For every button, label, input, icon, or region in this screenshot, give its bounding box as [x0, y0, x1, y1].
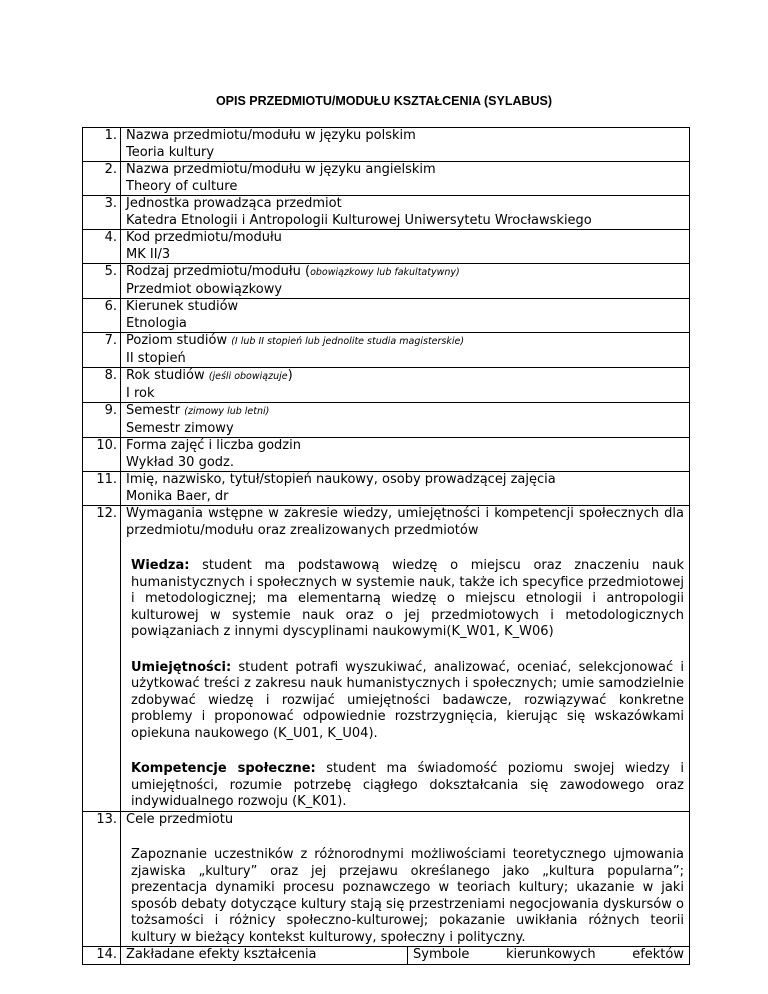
row-number: 13.: [83, 811, 121, 947]
cele-text: Zapoznanie uczestników z różnorodnymi możliwościami teoretycznego ujmowania zjawiska „kultury” oraz jej przejawu określanego jako „kultura popularna”; prezentacja dynamiki procesu poznawczego w teoriach kultury; ukazanie w jaki sposób debaty dotyczące kultury stają się przestrzeniami negocjowania dyskursów o tożsamości i różnicy społeczno-kulturowej; pokazanie uwikłania różnych teorii kultury w bieżący kontekst kulturowy, społeczny i polityczny.: [131, 847, 684, 945]
row-label: [126, 472, 684, 489]
umiejetnosci-paragraph: [126, 660, 684, 743]
row-label-text: Rodzaj przedmiotu/modułu (: [126, 264, 311, 279]
row-label-text: Nazwa przedmiotu/modułu w języku angielskim: [126, 162, 436, 177]
row-label-note: (zimowy lub letni): [184, 406, 270, 417]
row-value: Teoria kultury: [126, 144, 215, 160]
table-row: [83, 368, 690, 403]
row-number: 7.: [83, 333, 121, 368]
row-value: MK II/3: [126, 246, 171, 262]
row-value: Theory of culture: [126, 178, 238, 194]
row-label-note: obowiązkowy lub fakultatywny): [310, 267, 460, 278]
kompetencje-text: student ma świadomość poziomu swojej wiedzy i umiejętności, rozumie potrzebę ciągłego dokształcania się zawodowego oraz indywidualnego rozwoju (K_K01).: [131, 761, 684, 809]
row-label-text: Imię, nazwisko, tytuł/stopień naukowy, osoby prowadzącej zajęcia: [126, 472, 556, 487]
kompetencje-heading: Kompetencje społeczne:: [131, 761, 316, 776]
row-value: Monika Baer, dr: [126, 488, 229, 504]
row-number: 14.: [83, 947, 121, 965]
table-row: [83, 811, 690, 947]
row-number: 10.: [83, 438, 121, 472]
row-number: 3.: [83, 196, 121, 230]
row-label: [126, 403, 684, 421]
table-row: [83, 299, 690, 333]
table-row: [83, 162, 690, 196]
row-label-text: Rok studiów: [126, 368, 209, 383]
row-label-note: (jeśli obowiązuje: [208, 371, 288, 382]
row-label-text: Jednostka prowadząca przedmiot: [126, 196, 342, 211]
row-label-text: Forma zajęć i liczba godzin: [126, 438, 301, 453]
table-row: [83, 196, 690, 230]
table-row: [83, 506, 690, 812]
row-number: 4.: [83, 230, 121, 264]
table-row: [83, 128, 690, 162]
row-number: 2.: [83, 162, 121, 196]
table-row: [83, 472, 690, 506]
row-label-text: Nazwa przedmiotu/modułu w języku polskim: [126, 128, 416, 143]
row-label: [126, 196, 684, 213]
row-label: Zakładane efekty kształcenia: [121, 947, 408, 964]
row-label-end: ): [287, 368, 293, 383]
row-label: [126, 162, 684, 179]
row-label: [126, 333, 684, 351]
wiedza-text: student ma podstawową wiedzę o miejscu oraz znaczeniu nauk humanistycznych i społecznych w systemie nauk, także ich specyfice przedmiotowej i metodologicznej; ma elementarną wiedzę o miejscu etnologii i antropologii kulturowej w systemie nauk oraz o jej przedmiotowych i metodologicznych powiązaniach z innymi dyscyplinami naukowymi(K_W01, K_W06): [131, 558, 684, 639]
row-label-text: Semestr: [126, 403, 185, 418]
row-value: Semestr zimowy: [126, 420, 234, 436]
document-title: OPIS PRZEDMIOTU/MODUŁU KSZTAŁCENIA (SYLABUS): [215, 94, 553, 108]
row-value: Przedmiot obowiązkowy: [126, 281, 283, 297]
wiedza-heading: Wiedza:: [131, 558, 190, 573]
wiedza-paragraph: [126, 558, 684, 641]
kompetencje-paragraph: [126, 761, 684, 811]
umiejetnosci-heading: Umiejętności:: [131, 659, 232, 675]
row-value: I rok: [126, 385, 155, 401]
row-number: 9.: [83, 403, 121, 438]
row-number: 5.: [83, 264, 121, 299]
row-label: [126, 368, 684, 386]
row-label-note: (I lub II stopień lub jednolite studia magisterskie): [231, 336, 465, 347]
row-label: Cele przedmiotu: [126, 811, 234, 827]
table-row: [83, 230, 690, 264]
table-row: [83, 947, 690, 965]
row-value: Wykład 30 godz.: [126, 454, 234, 470]
row-number: 11.: [83, 472, 121, 506]
syllabus-table: [82, 127, 690, 965]
row-label-text: Kierunek studiów: [126, 299, 239, 314]
symbols-header: Symbole kierunkowych efektów: [413, 947, 684, 962]
row-label: [126, 264, 684, 282]
row-number: 1.: [83, 128, 121, 162]
row-label: [126, 128, 684, 145]
table-row: [83, 403, 690, 438]
table-row: [83, 264, 690, 299]
row-label: [126, 230, 684, 247]
row-number: 12.: [83, 506, 121, 812]
table-row: [83, 438, 690, 472]
row-label: [126, 299, 684, 316]
row-value: II stopień: [126, 350, 186, 366]
row-label: Wymagania wstępne w zakresie wiedzy, umiejętności i kompetencji społecznych dla przedmiotu/modułu oraz zrealizowanych przedmiotów: [126, 506, 684, 538]
row-value: Katedra Etnologii i Antropologii Kulturowej Uniwersytetu Wrocławskiego: [126, 212, 592, 228]
row-number: 6.: [83, 299, 121, 333]
row-label: [126, 438, 684, 455]
row-label-text: Kod przedmiotu/modułu: [126, 230, 282, 245]
umiejetnosci-text: student potrafi wyszukiwać, analizować, oceniać, selekcjonować i użytkować treści z zakresu nauk humanistycznych i społecznych; umie samodzielnie zdobywać wiedzę i rozwijać umiejętności badawcze, rozwiązywać konkretne problemy i proponować odpowiednie rozstrzygnięcia, kierując się wskazówkami opiekuna naukowego (K_U01, K_U04).: [131, 659, 684, 741]
row-number: 8.: [83, 368, 121, 403]
table-row: [83, 333, 690, 368]
row-value: Etnologia: [126, 315, 187, 331]
row-label-text: Poziom studiów: [126, 333, 232, 348]
